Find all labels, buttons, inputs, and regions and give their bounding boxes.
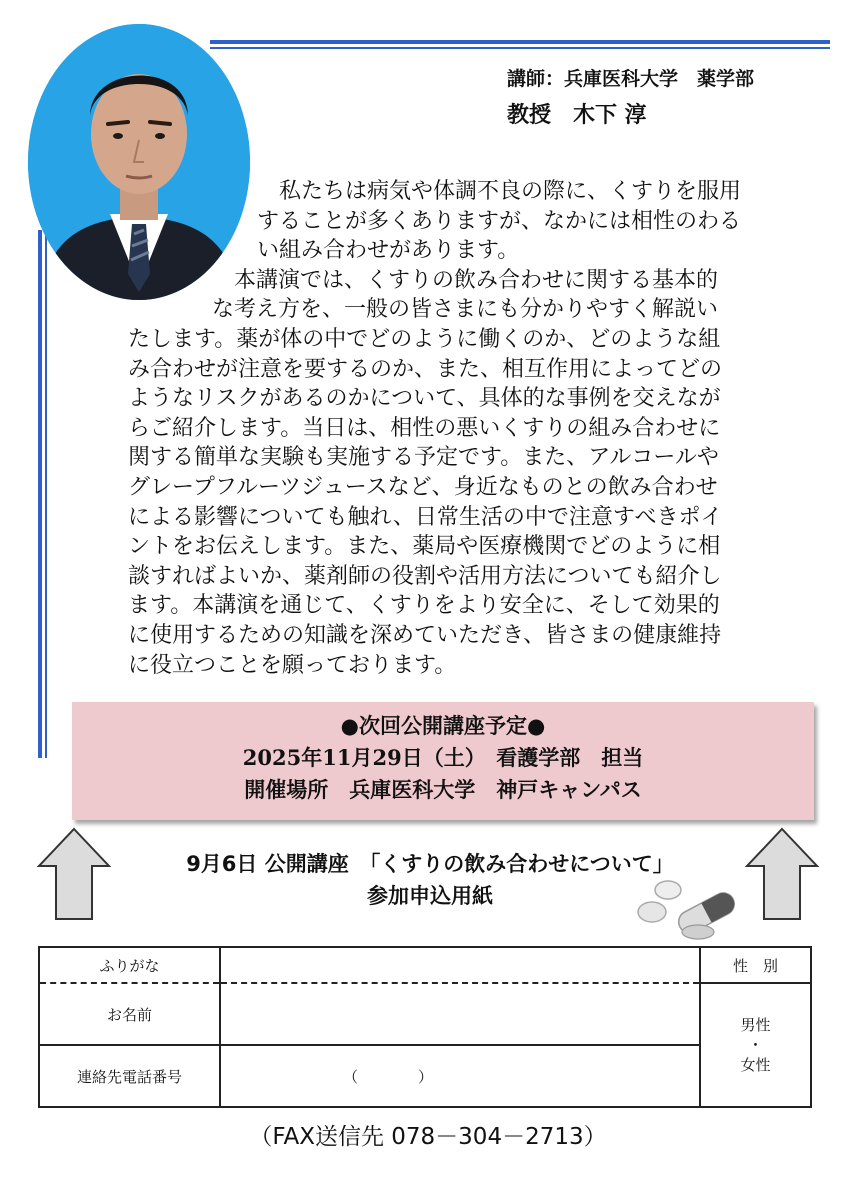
body-line: による影響についても触れ、日常生活の中で注意すべきポイ (128, 504, 723, 530)
lecturer-title-name: 教授 木下 淳 (507, 103, 647, 128)
lecturer-photo (28, 24, 250, 300)
form-title-line1: 9月6日 公開講座 「くすりの飲み合わせについて」 (186, 852, 674, 876)
furigana-label: ふりがな (39, 947, 220, 983)
fax-number: （FAX送信先 078－304－2713） (249, 1124, 607, 1150)
body-line: ようなリスクがあるのかについて、具体的な事例を交えなが (128, 386, 721, 412)
furigana-field[interactable] (220, 947, 700, 983)
medicine-pills-icon (636, 872, 740, 942)
phone-field[interactable] (220, 1045, 700, 1107)
body-line: い組み合わせがあります。 (257, 238, 520, 264)
body-line: らご紹介します。当日は、相性の悪いくすりの組み合わせに (128, 415, 721, 441)
body-line: 私たちは病気や体調不良の際に、くすりを服用 (257, 179, 742, 204)
name-field[interactable] (220, 983, 700, 1045)
announcement-heading: ●次回公開講座予定● (340, 713, 546, 738)
phone-label: 連絡先電話番号 (39, 1045, 220, 1107)
gender-label: 性 別 (700, 947, 811, 983)
body-line: ントをお伝えします。また、薬局や医療機関でどのように相 (128, 534, 721, 560)
body-line: 関する簡単な実験も実施する予定です。また、アルコールや (128, 445, 719, 471)
next-lecture-announcement (72, 702, 814, 820)
lecturer-portrait-illustration (28, 24, 250, 300)
gender-separator: ・ (747, 1036, 763, 1054)
body-line: な考え方を、一般の皆さまにも分かりやすく解説い (212, 297, 719, 323)
body-line: グレープフルーツジュースなど、身近なものとの飲み合わせ (128, 475, 718, 500)
phone-parentheses: （ ） (343, 1067, 434, 1086)
body-line: 本講演では、くすりの飲み合わせに関する基本的 (212, 267, 719, 293)
up-arrow-icon (744, 826, 820, 922)
gender-male[interactable]: 男性 (740, 1016, 771, 1034)
body-line: たします。薬が体の中でどのように働くのか、どのような組 (128, 327, 721, 352)
body-line: に役立つことを願っております。 (128, 652, 457, 678)
left-rule-thick (38, 230, 42, 758)
body-line: することが多くありますが、なかには相性のわる (257, 208, 742, 234)
application-form-table (38, 946, 812, 1108)
body-line: 談すればよいか、薬剤師の役割や活用方法についても紹介し (128, 563, 722, 589)
up-arrow-icon (36, 826, 112, 922)
name-label: お名前 (39, 983, 220, 1045)
header-rule-thick (210, 40, 830, 44)
left-rule-thin (45, 230, 47, 758)
body-line: み合わせが注意を要するのか、また、相互作用によってどの (128, 356, 723, 382)
gender-options[interactable] (700, 983, 811, 1107)
body-line: ます。本講演を通じて、くすりをより安全に、そして効果的 (128, 593, 720, 619)
announcement-venue: 開催場所 兵庫医科大学 神戸キャンパス (244, 777, 642, 802)
header-rule-thin (210, 47, 830, 49)
body-line: に使用するための知識を深めていただき、皆さまの健康維持 (128, 623, 722, 648)
gender-female[interactable]: 女性 (740, 1056, 771, 1074)
lecturer-affiliation: 講師：兵庫医科大学 薬学部 (507, 68, 755, 90)
form-title-line2: 参加申込用紙 (367, 884, 493, 908)
announcement-date: 2025年11月29日（土） 看護学部 担当 (242, 745, 644, 770)
